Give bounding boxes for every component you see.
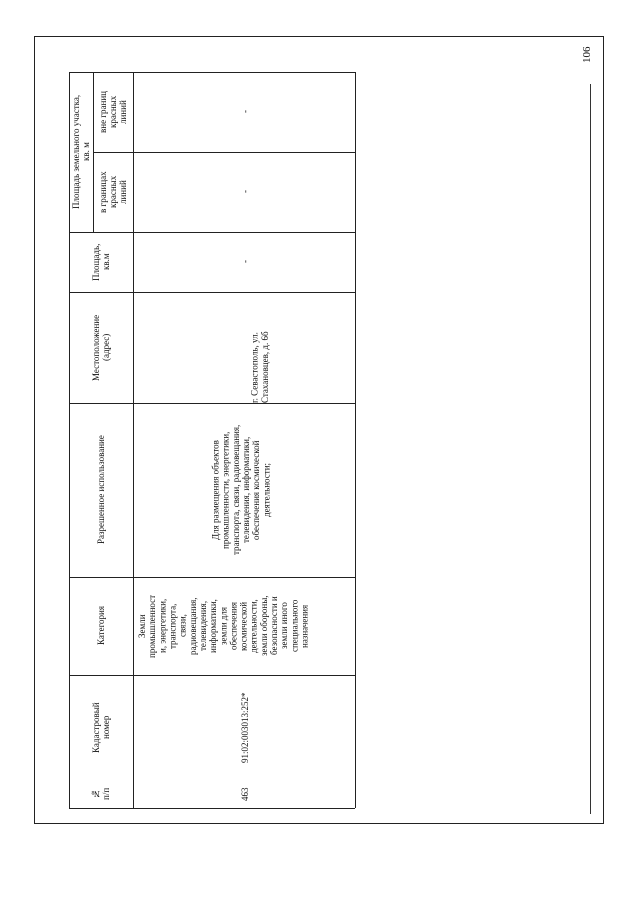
- header-cadastral-number: Кадастровый номер: [90, 702, 111, 753]
- header-plot-area: Площадь земельного участка, кв. м: [70, 94, 91, 210]
- row-number: 463: [239, 787, 250, 801]
- header-area: Площадь, кв.м: [90, 243, 111, 281]
- row-outside-red-lines: -: [239, 110, 250, 114]
- row-category: Земли промышленност и, энергетики, транспорта, связи, радиовещания, телевидения, информатики, земли для обеспечения космической деятельности, земли обороны, безопасности и земли иного специального назначения: [137, 594, 310, 658]
- row-area: -: [239, 260, 250, 264]
- row-inside-red-lines: -: [239, 190, 250, 194]
- row-location: г. Севастополь, ул. Стахановцев, д. 6б: [249, 331, 270, 403]
- header-number: № п/п: [90, 787, 111, 801]
- header-permitted-use: Разрешенное использование: [95, 435, 106, 545]
- header-inside-red-lines: в границах красных линий: [97, 171, 129, 213]
- row-permitted-use: Для размещения объектов промышленности, энергетики, транспорта, связи, радиовещания, телевидения, информатики, обеспечения космической деятельности;: [210, 424, 272, 556]
- header-category: Категория: [95, 606, 106, 646]
- table-border-bottom: [355, 72, 356, 808]
- header-location: Местоположение (адрес): [90, 314, 111, 381]
- row-cadastral-number: 91:02:003013:252*: [239, 692, 250, 763]
- header-outside-red-lines: вне границ красных линий: [97, 91, 129, 133]
- table-border-right: [69, 808, 355, 809]
- page-number: 106: [581, 46, 593, 64]
- header-bottom-line: [133, 72, 134, 808]
